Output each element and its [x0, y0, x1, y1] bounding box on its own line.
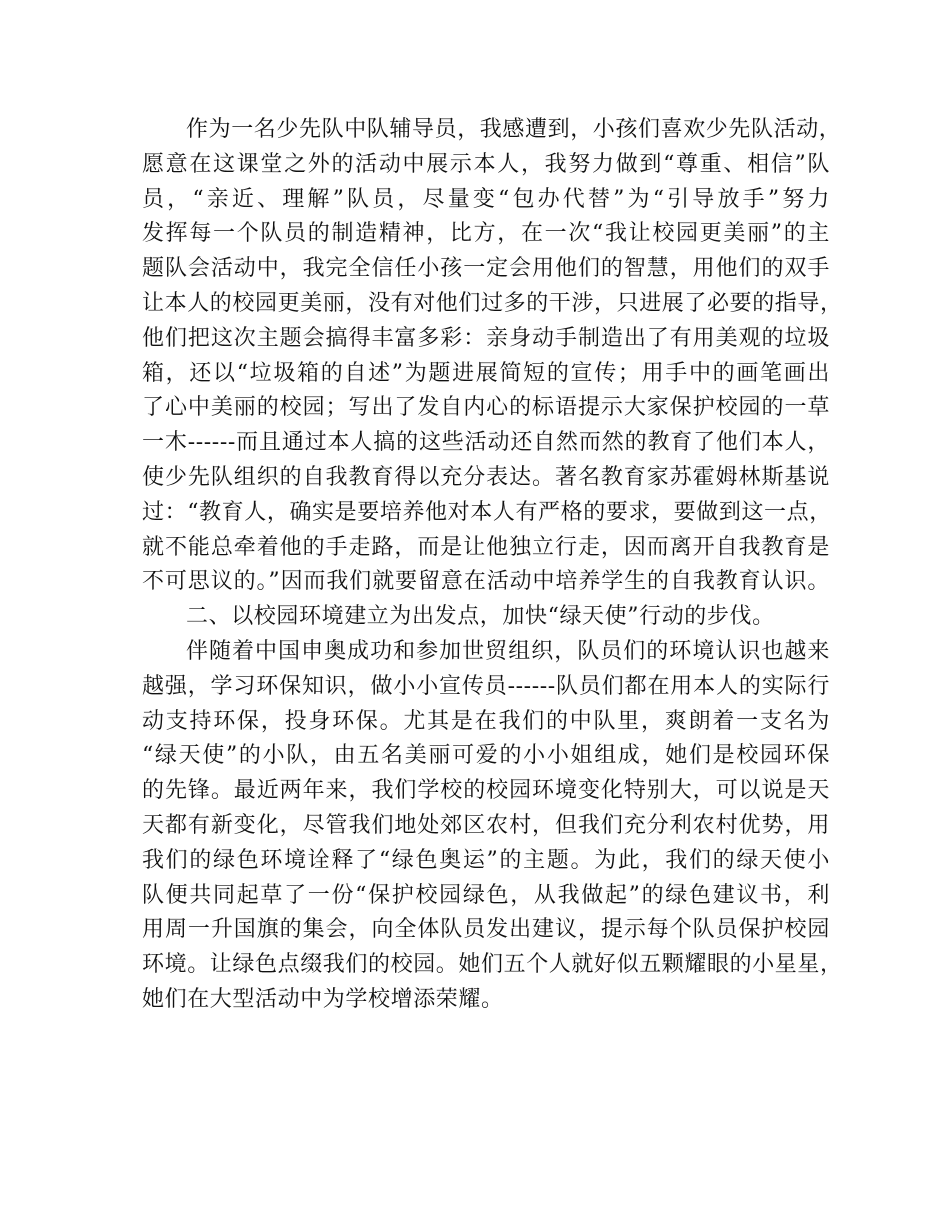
text-line: 使少先队组织的自我教育得以充分表达。著名教育家苏霍姆林斯基说: [142, 464, 830, 490]
text-line: 不可思议的。”因而我们就要留意在活动中培养学生的自我教育认识。: [142, 569, 830, 595]
text-line: 二、以校园环境建立为出发点，加快“绿天使”行动的步伐。: [186, 604, 775, 630]
text-line: 我们的绿色环境诠释了“绿色奥运”的主题。为此，我们的绿天使小: [142, 847, 830, 873]
text-line: 一木------而且通过本人搞的这些活动还自然而然的教育了他们本人，: [142, 430, 830, 456]
text-line: 越强，学习环保知识，做小小宣传员------队员们都在用本人的实际行: [142, 673, 830, 699]
text-line: 她们在大型活动中为学校增添荣耀。: [142, 986, 504, 1012]
text-line: 让本人的校园更美丽，没有对他们过多的干涉，只进展了必要的指导，: [142, 290, 843, 316]
text-line: 员，“亲近、理解”队员，尽量变“包办代替”为“引导放手”努力: [142, 186, 830, 212]
text-line: 用周一升国旗的集会，向全体队员发出建议，提示每个队员保护校园: [142, 917, 830, 943]
text-line: 天都有新变化，尽管我们地处郊区农村，但我们充分利农村优势，用: [142, 812, 830, 838]
text-line: “绿天使”的小队，由五名美丽可爱的小小姐组成，她们是校园环保: [142, 743, 830, 769]
body-text: [142, 113, 843, 1018]
text-line: 愿意在这课堂之外的活动中展示本人，我努力做到“尊重、相信”队: [142, 151, 830, 177]
text-line: 了心中美丽的校园；写出了发自内心的标语提示大家保护校园的一草: [142, 395, 830, 421]
text-line: 箱，还以“垃圾箱的自述”为题进展简短的宣传；用手中的画笔画出: [142, 360, 830, 386]
text-line: 题队会活动中，我完全信任小孩一定会用他们的智慧，用他们的双手: [142, 256, 830, 282]
text-line: 他们把这次主题会搞得丰富多彩：亲身动手制造出了有用美观的垃圾: [142, 325, 830, 351]
text-line: 发挥每一个队员的制造精神，比方，在一次“我让校园更美丽”的主: [142, 221, 830, 247]
text-line: 动支持环保，投身环保。尤其是在我们的中队里，爽朗着一支名为: [142, 708, 830, 734]
text-line: 队便共同起草了一份“保护校园绿色，从我做起”的绿色建议书，利: [142, 882, 830, 908]
text-line: 伴随着中国申奥成功和参加世贸组织，队员们的环境认识也越来: [186, 638, 830, 664]
text-line: 环境。让绿色点缀我们的校园。她们五个人就好似五颗耀眼的小星星，: [142, 952, 843, 978]
text-line: 过：“教育人，确实是要培养他对本人有严格的要求，要做到这一点，: [142, 499, 832, 525]
text-line: 作为一名少先队中队辅导员，我感遭到，小孩们喜欢少先队活动，: [186, 117, 842, 142]
text-line: 的先锋。最近两年来，我们学校的校园环境变化特别大，可以说是天: [142, 778, 830, 804]
text-line: 就不能总牵着他的手走路，而是让他独立行走，因而离开自我教育是: [142, 534, 830, 560]
